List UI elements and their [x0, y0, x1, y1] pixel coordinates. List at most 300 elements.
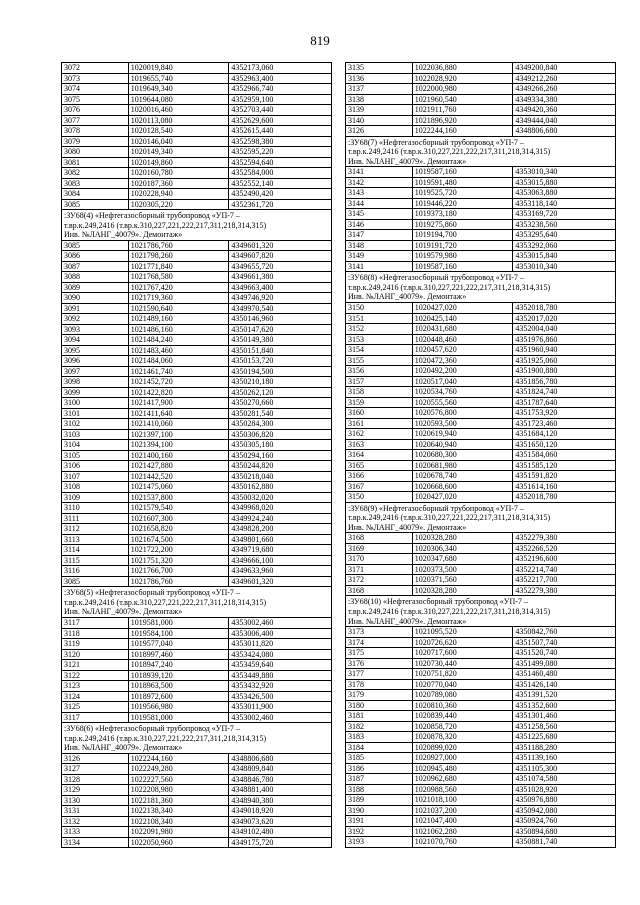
point-number-cell: 3107	[62, 472, 129, 482]
table-row	[346, 690, 616, 701]
section-header-line: т.вр.к.249,2416 (т.вр.к.310,227,221,222,217,311,218,314,315)	[64, 220, 267, 230]
table-row	[62, 514, 332, 525]
y-coordinate-cell: 4352004,040	[513, 324, 616, 334]
y-coordinate-cell: 4351352,600	[513, 701, 616, 711]
y-coordinate-cell: 4350281,540	[229, 409, 332, 419]
y-coordinate-cell: 4349924,240	[229, 514, 332, 524]
table-row	[346, 785, 616, 796]
parcel-section-header	[62, 723, 332, 754]
table-row	[62, 293, 332, 304]
x-coordinate-cell: 1021960,540	[413, 95, 514, 105]
point-number-cell: 3168	[346, 586, 413, 596]
point-number-cell: 3126	[62, 754, 129, 764]
y-coordinate-cell: 4349719,680	[229, 545, 332, 555]
x-coordinate-cell: 1021397,100	[129, 430, 230, 440]
x-coordinate-cell: 1020228,940	[129, 189, 230, 199]
x-coordinate-cell: 1018997,460	[129, 650, 230, 660]
y-coordinate-cell: 4353063,880	[513, 188, 616, 198]
table-row	[346, 701, 616, 712]
point-number-cell: 3101	[62, 409, 129, 419]
table-row	[62, 556, 332, 567]
table-row	[62, 650, 332, 661]
y-coordinate-cell: 4352598,380	[229, 137, 332, 147]
y-coordinate-cell: 4350942,080	[513, 806, 616, 816]
x-coordinate-cell: 1020730,440	[413, 659, 514, 669]
table-row	[62, 325, 332, 336]
point-number-cell: 3137	[346, 84, 413, 94]
x-coordinate-cell: 1022138,340	[129, 806, 230, 816]
table-row	[62, 702, 332, 713]
y-coordinate-cell: 4350146,960	[229, 314, 332, 324]
table-row	[346, 544, 616, 555]
table-row	[346, 648, 616, 659]
table-row	[346, 482, 616, 493]
point-number-cell: 3169	[346, 544, 413, 554]
x-coordinate-cell: 1020789,080	[413, 690, 514, 700]
point-number-cell: 3153	[346, 335, 413, 345]
table-row	[62, 618, 332, 629]
table-row	[346, 188, 616, 199]
table-row	[346, 419, 616, 430]
point-number-cell: 3181	[346, 711, 413, 721]
x-coordinate-cell: 1020019,840	[129, 63, 230, 73]
y-coordinate-cell: 4353118,140	[513, 199, 616, 209]
table-row	[346, 575, 616, 586]
point-number-cell: 3084	[62, 189, 129, 199]
page-number: 819	[310, 33, 330, 48]
y-coordinate-cell: 4353002,460	[229, 713, 332, 723]
y-coordinate-cell: 4353006,400	[229, 629, 332, 639]
point-number-cell: 3155	[346, 356, 413, 366]
point-number-cell: 3162	[346, 429, 413, 439]
table-row	[346, 722, 616, 733]
y-coordinate-cell: 4351976,860	[513, 335, 616, 345]
y-coordinate-cell: 4350151,840	[229, 346, 332, 356]
y-coordinate-cell: 4351074,580	[513, 774, 616, 784]
x-coordinate-cell: 1020593,500	[413, 419, 514, 429]
y-coordinate-cell: 4350262,120	[229, 388, 332, 398]
y-coordinate-cell: 4352266,520	[513, 544, 616, 554]
table-row	[346, 126, 616, 137]
table-row	[62, 713, 332, 724]
table-row	[62, 419, 332, 430]
point-number-cell: 3090	[62, 293, 129, 303]
point-number-cell: 3188	[346, 785, 413, 795]
y-coordinate-cell: 4351925,060	[513, 356, 616, 366]
table-row	[62, 796, 332, 807]
x-coordinate-cell: 1020160,780	[129, 168, 230, 178]
x-coordinate-cell: 1021751,320	[129, 556, 230, 566]
coordinates-table-left	[61, 62, 332, 848]
y-coordinate-cell: 4353010,340	[513, 262, 616, 272]
point-number-cell: 3130	[62, 796, 129, 806]
x-coordinate-cell: 1021767,420	[129, 283, 230, 293]
y-coordinate-cell: 4349073,620	[229, 817, 332, 827]
x-coordinate-cell: 1022181,360	[129, 796, 230, 806]
table-row	[62, 95, 332, 106]
table-row	[62, 785, 332, 796]
y-coordinate-cell: 4353295,640	[513, 230, 616, 240]
point-number-cell: 3103	[62, 430, 129, 440]
y-coordinate-cell: 4351258,560	[513, 722, 616, 732]
table-row	[346, 387, 616, 398]
y-coordinate-cell: 4350294,160	[229, 451, 332, 461]
x-coordinate-cell: 1021489,160	[129, 314, 230, 324]
table-row	[62, 566, 332, 577]
x-coordinate-cell: 1019525,720	[413, 188, 514, 198]
x-coordinate-cell: 1021422,820	[129, 388, 230, 398]
y-coordinate-cell: 4352196,600	[513, 554, 616, 564]
x-coordinate-cell: 1020431,680	[413, 324, 514, 334]
point-number-cell: 3167	[346, 482, 413, 492]
point-number-cell: 3154	[346, 345, 413, 355]
table-row	[346, 105, 616, 116]
y-coordinate-cell: 4351960,940	[513, 345, 616, 355]
point-number-cell: 3112	[62, 524, 129, 534]
y-coordinate-cell: 4349601,320	[229, 241, 332, 251]
x-coordinate-cell: 1019191,720	[413, 241, 514, 251]
table-row	[62, 137, 332, 148]
y-coordinate-cell: 4349018,920	[229, 806, 332, 816]
table-row	[62, 545, 332, 556]
x-coordinate-cell: 1021786,760	[129, 241, 230, 251]
x-coordinate-cell: 1020187,360	[129, 179, 230, 189]
point-number-cell: 3075	[62, 95, 129, 105]
x-coordinate-cell: 1020681,980	[413, 461, 514, 471]
table-row	[346, 251, 616, 262]
table-row	[346, 62, 616, 74]
x-coordinate-cell: 1022244,160	[413, 126, 514, 136]
y-coordinate-cell: 4351105,300	[513, 764, 616, 774]
point-number-cell: 3073	[62, 74, 129, 84]
x-coordinate-cell: 1021018,100	[413, 795, 514, 805]
coordinates-table-right	[345, 62, 616, 848]
x-coordinate-cell: 1020555,560	[413, 398, 514, 408]
table-row	[346, 753, 616, 764]
table-row	[62, 671, 332, 682]
y-coordinate-cell: 4349601,320	[229, 577, 332, 587]
point-number-cell: 3166	[346, 471, 413, 481]
x-coordinate-cell: 1020680,300	[413, 450, 514, 460]
table-row	[346, 314, 616, 325]
table-row	[62, 838, 332, 849]
table-row	[346, 680, 616, 691]
y-coordinate-cell: 4353292,060	[513, 241, 616, 251]
x-coordinate-cell: 1021786,760	[129, 577, 230, 587]
y-coordinate-cell: 4353011,820	[229, 639, 332, 649]
point-number-cell: 3184	[346, 743, 413, 753]
table-row	[62, 827, 332, 838]
x-coordinate-cell: 1022091,980	[129, 827, 230, 837]
x-coordinate-cell: 1020328,280	[413, 586, 514, 596]
table-row	[346, 837, 616, 848]
point-number-cell: 3157	[346, 377, 413, 387]
point-number-cell: 3120	[62, 650, 129, 660]
point-number-cell: 3085	[62, 577, 129, 587]
x-coordinate-cell: 1020810,360	[413, 701, 514, 711]
x-coordinate-cell: 1018939,120	[129, 671, 230, 681]
y-coordinate-cell: 4351584,060	[513, 450, 616, 460]
table-row	[62, 251, 332, 262]
point-number-cell: 3089	[62, 283, 129, 293]
section-header-line: т.вр.к.249,2416 (т.вр.к.310,227,221,222,217,311,218,314,315)	[64, 733, 267, 743]
table-row	[346, 586, 616, 597]
table-row	[346, 84, 616, 95]
table-row	[62, 346, 332, 357]
y-coordinate-cell: 4350218,040	[229, 472, 332, 482]
point-number-cell: 3156	[346, 366, 413, 376]
table-row	[62, 681, 332, 692]
x-coordinate-cell: 1020306,340	[413, 544, 514, 554]
x-coordinate-cell: 1021417,900	[129, 398, 230, 408]
point-number-cell: 3142	[346, 178, 413, 188]
point-number-cell: 3128	[62, 775, 129, 785]
x-coordinate-cell: 1019587,160	[413, 262, 514, 272]
point-number-cell: 3163	[346, 440, 413, 450]
table-row	[346, 471, 616, 482]
x-coordinate-cell: 1020328,280	[413, 533, 514, 543]
section-header-line: :ЗУ68(7) «Нефтегазосборный трубопровод «УП-7 –	[348, 137, 524, 147]
x-coordinate-cell: 1021400,160	[129, 451, 230, 461]
y-coordinate-cell: 4349212,260	[513, 74, 616, 84]
x-coordinate-cell: 1018963,500	[129, 681, 230, 691]
point-number-cell: 3187	[346, 774, 413, 784]
table-row	[346, 764, 616, 775]
table-row	[62, 200, 332, 211]
table-row	[62, 775, 332, 786]
table-row	[346, 827, 616, 838]
y-coordinate-cell: 4350306,820	[229, 430, 332, 440]
point-number-cell: 3192	[346, 827, 413, 837]
x-coordinate-cell: 1020962,680	[413, 774, 514, 784]
x-coordinate-cell: 1021484,060	[129, 356, 230, 366]
x-coordinate-cell: 1021911,760	[413, 105, 514, 115]
point-number-cell: 3080	[62, 147, 129, 157]
point-number-cell: 3171	[346, 565, 413, 575]
y-coordinate-cell: 4353011,900	[229, 702, 332, 712]
x-coordinate-cell: 1020149,860	[129, 158, 230, 168]
x-coordinate-cell: 1021037,200	[413, 806, 514, 816]
x-coordinate-cell: 1021798,260	[129, 251, 230, 261]
table-row	[346, 627, 616, 638]
y-coordinate-cell: 4352490,420	[229, 189, 332, 199]
x-coordinate-cell: 1018947,240	[129, 660, 230, 670]
x-coordinate-cell: 1019649,340	[129, 84, 230, 94]
section-header-line: :ЗУ68(6) «Нефтегазосборный трубопровод «УП-7 –	[64, 724, 240, 734]
parcel-section-header	[62, 587, 332, 618]
y-coordinate-cell: 4352703,440	[229, 105, 332, 115]
table-row	[62, 189, 332, 200]
point-number-cell: 3150	[346, 492, 413, 502]
x-coordinate-cell: 1020668,600	[413, 482, 514, 492]
x-coordinate-cell: 1019581,000	[129, 618, 230, 628]
point-number-cell: 3147	[346, 230, 413, 240]
x-coordinate-cell: 1019373,180	[413, 209, 514, 219]
x-coordinate-cell: 1022249,280	[129, 764, 230, 774]
point-number-cell: 3079	[62, 137, 129, 147]
y-coordinate-cell: 4350149,380	[229, 335, 332, 345]
x-coordinate-cell: 1020128,540	[129, 126, 230, 136]
point-number-cell: 3092	[62, 314, 129, 324]
table-row	[346, 806, 616, 817]
y-coordinate-cell: 4350976,880	[513, 795, 616, 805]
point-number-cell: 3111	[62, 514, 129, 524]
point-number-cell: 3134	[62, 838, 129, 848]
y-coordinate-cell: 4353432,920	[229, 681, 332, 691]
point-number-cell: 3193	[346, 837, 413, 847]
y-coordinate-cell: 4350842,760	[513, 627, 616, 637]
x-coordinate-cell: 1019579,980	[413, 251, 514, 261]
x-coordinate-cell: 1019655,740	[129, 74, 230, 84]
point-number-cell: 3133	[62, 827, 129, 837]
x-coordinate-cell: 1020751,820	[413, 669, 514, 679]
y-coordinate-cell: 4352018,780	[513, 303, 616, 313]
point-number-cell: 3085	[62, 200, 129, 210]
x-coordinate-cell: 1019566,980	[129, 702, 230, 712]
y-coordinate-cell: 4351585,120	[513, 461, 616, 471]
x-coordinate-cell: 1020678,740	[413, 471, 514, 481]
section-header-line: т.вр.к.249,2416 (т.вр.к.310,227,221,222,217,311,218,314,315)	[348, 513, 551, 523]
point-number-cell: 3149	[346, 251, 413, 261]
point-number-cell: 3139	[346, 105, 413, 115]
x-coordinate-cell: 1021722,200	[129, 545, 230, 555]
x-coordinate-cell: 1020927,000	[413, 753, 514, 763]
x-coordinate-cell: 1020517,040	[413, 377, 514, 387]
x-coordinate-cell: 1022050,960	[129, 838, 230, 848]
table-row	[62, 168, 332, 179]
y-coordinate-cell: 4349663,400	[229, 283, 332, 293]
x-coordinate-cell: 1019587,160	[413, 167, 514, 177]
x-coordinate-cell: 1019577,040	[129, 639, 230, 649]
x-coordinate-cell: 1020427,020	[413, 303, 514, 313]
parcel-section-header	[346, 596, 616, 627]
y-coordinate-cell: 4351684,120	[513, 429, 616, 439]
table-row	[62, 629, 332, 640]
point-number-cell: 3123	[62, 681, 129, 691]
table-row	[346, 408, 616, 419]
table-row	[62, 409, 332, 420]
section-header-line: т.вр.к.249,2416 (т.вр.к.310,227,221,222,217,311,218,314,315)	[348, 147, 551, 157]
point-number-cell: 3119	[62, 639, 129, 649]
x-coordinate-cell: 1020899,020	[413, 743, 514, 753]
y-coordinate-cell: 4353426,500	[229, 692, 332, 702]
y-coordinate-cell: 4352173,060	[229, 63, 332, 73]
y-coordinate-cell: 4351426,140	[513, 680, 616, 690]
y-coordinate-cell: 4349968,020	[229, 503, 332, 513]
y-coordinate-cell: 4351028,920	[513, 785, 616, 795]
table-row	[346, 209, 616, 220]
section-header-line: Инв. №ЛАНГ_40079». Демонтаж»	[348, 616, 467, 626]
y-coordinate-cell: 4351520,740	[513, 648, 616, 658]
table-row	[346, 743, 616, 754]
table-row	[346, 774, 616, 785]
table-row	[62, 74, 332, 85]
y-coordinate-cell: 4349801,660	[229, 535, 332, 545]
table-row	[62, 116, 332, 127]
x-coordinate-cell: 1020472,360	[413, 356, 514, 366]
table-row	[62, 84, 332, 95]
point-number-cell: 3077	[62, 116, 129, 126]
y-coordinate-cell: 4350881,740	[513, 837, 616, 847]
section-header-line: Инв. №ЛАНГ_40079». Демонтаж»	[348, 156, 467, 166]
point-number-cell: 3098	[62, 377, 129, 387]
x-coordinate-cell: 1020427,020	[413, 492, 514, 502]
x-coordinate-cell: 1021442,520	[129, 472, 230, 482]
table-row	[62, 461, 332, 472]
point-number-cell: 3096	[62, 356, 129, 366]
point-number-cell: 3160	[346, 408, 413, 418]
table-row	[62, 304, 332, 315]
point-number-cell: 3182	[346, 722, 413, 732]
table-row	[346, 230, 616, 241]
y-coordinate-cell: 4351787,640	[513, 398, 616, 408]
y-coordinate-cell: 4353015,880	[513, 178, 616, 188]
x-coordinate-cell: 1022036,880	[413, 63, 514, 73]
point-number-cell: 3180	[346, 701, 413, 711]
point-number-cell: 3159	[346, 398, 413, 408]
y-coordinate-cell: 4348940,380	[229, 796, 332, 806]
y-coordinate-cell: 4350284,300	[229, 419, 332, 429]
table-row	[346, 74, 616, 85]
point-number-cell: 3115	[62, 556, 129, 566]
table-row	[346, 220, 616, 231]
y-coordinate-cell: 4351900,880	[513, 366, 616, 376]
table-row	[62, 451, 332, 462]
point-number-cell: 3146	[346, 220, 413, 230]
x-coordinate-cell: 1020425,140	[413, 314, 514, 324]
x-coordinate-cell: 1020373,500	[413, 565, 514, 575]
x-coordinate-cell: 1021537,800	[129, 493, 230, 503]
table-row	[62, 806, 332, 817]
y-coordinate-cell: 4353169,720	[513, 209, 616, 219]
x-coordinate-cell: 1022244,160	[129, 754, 230, 764]
y-coordinate-cell: 4350244,820	[229, 461, 332, 471]
y-coordinate-cell: 4349200,840	[513, 63, 616, 73]
table-row	[346, 461, 616, 472]
y-coordinate-cell: 4352214,740	[513, 565, 616, 575]
point-number-cell: 3124	[62, 692, 129, 702]
y-coordinate-cell: 4352217,700	[513, 575, 616, 585]
x-coordinate-cell: 1022208,980	[129, 785, 230, 795]
x-coordinate-cell: 1021475,060	[129, 482, 230, 492]
point-number-cell: 3105	[62, 451, 129, 461]
point-number-cell: 3191	[346, 816, 413, 826]
point-number-cell: 3106	[62, 461, 129, 471]
point-number-cell: 3158	[346, 387, 413, 397]
point-number-cell: 3150	[346, 303, 413, 313]
table-row	[346, 116, 616, 127]
table-row	[62, 754, 332, 765]
point-number-cell: 3088	[62, 272, 129, 282]
point-number-cell: 3168	[346, 533, 413, 543]
table-row	[62, 179, 332, 190]
point-number-cell: 3131	[62, 806, 129, 816]
point-number-cell: 3189	[346, 795, 413, 805]
x-coordinate-cell: 1021484,240	[129, 335, 230, 345]
table-row	[346, 659, 616, 670]
table-row	[346, 440, 616, 451]
y-coordinate-cell: 4352018,780	[513, 492, 616, 502]
y-coordinate-cell: 4350924,760	[513, 816, 616, 826]
y-coordinate-cell: 4352361,720	[229, 200, 332, 210]
x-coordinate-cell: 1021062,280	[413, 827, 514, 837]
table-row	[62, 482, 332, 493]
y-coordinate-cell: 4349444,040	[513, 116, 616, 126]
x-coordinate-cell: 1022108,340	[129, 817, 230, 827]
y-coordinate-cell: 4351856,780	[513, 377, 616, 387]
point-number-cell: 3144	[346, 199, 413, 209]
x-coordinate-cell: 1021452,720	[129, 377, 230, 387]
